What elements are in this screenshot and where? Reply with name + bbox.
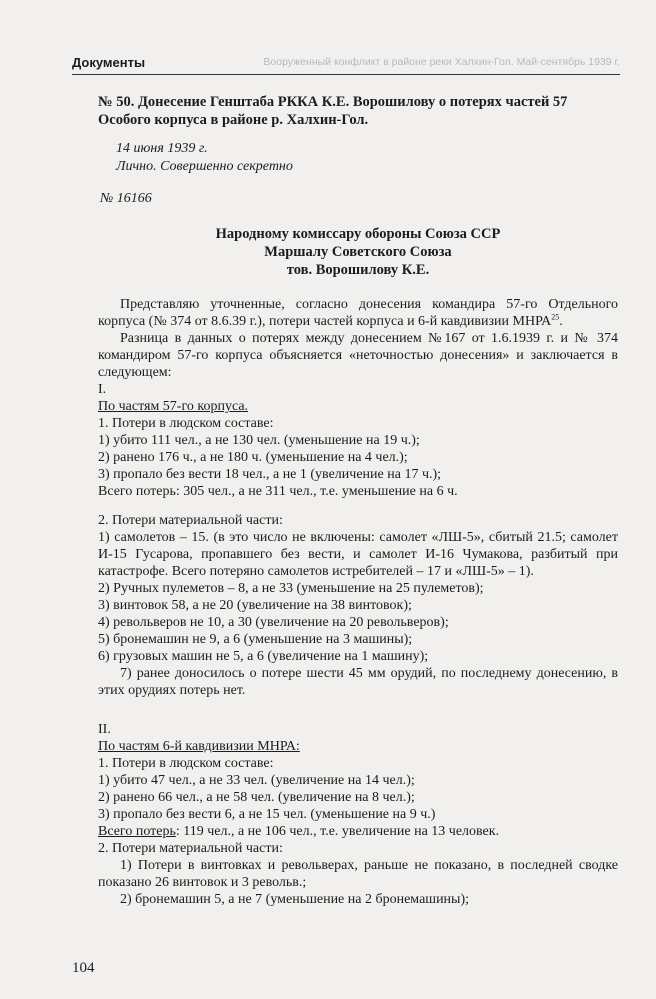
part2-roman: II. xyxy=(98,722,111,737)
addressee-block xyxy=(98,225,618,279)
list-item: 2) Ручных пулеметов – 8, а не 33 (уменьшение на 25 пулеметов); xyxy=(98,581,484,596)
list-item: 1) убито 111 чел., а не 130 чел. (уменьшение на 19 ч.); xyxy=(98,433,420,448)
page-number: 104 xyxy=(72,960,95,976)
part2-heading: По частям 6-й кавдивизии МНРА: xyxy=(98,739,300,754)
list-item: 5) бронемашин не 9, а 6 (уменьшение на 3 машины); xyxy=(98,632,413,647)
document-meta xyxy=(116,140,618,176)
footnote-ref: 25 xyxy=(551,312,560,322)
part1-heading: По частям 57-го корпуса. xyxy=(98,399,249,414)
list-item: 1) убито 47 чел., а не 33 чел. (увеличение на 14 чел.); xyxy=(98,773,415,788)
list-item: 2) бронемашин 5, а не 7 (уменьшение на 2 бронемашины); xyxy=(120,892,470,907)
intro-paragraph-2: Разница в данных о потерях между донесением №167 от 1.6.1939 г. и № 374 командиром 57-го корпуса объясняется «неточностью донесения» и заключается в следующем: xyxy=(98,331,618,380)
page-header xyxy=(72,52,620,75)
list-item: 6) грузовых машин не 5, а 6 (увеличение на 1 машину); xyxy=(98,649,429,664)
part2-total-label: Всего потерь xyxy=(98,824,176,839)
part2-total xyxy=(98,823,618,840)
document-body xyxy=(98,93,618,908)
list-item: 4) револьверов не 10, а 30 (увеличение на 20 револьверов); xyxy=(98,615,449,630)
part1-total: Всего потерь: 305 чел., а не 311 чел., т.е. уменьшение на 6 ч. xyxy=(98,484,458,499)
intro-paragraph xyxy=(98,296,618,330)
list-item: 3) винтовок 58, а не 20 (увеличение на 38 винтовок); xyxy=(98,598,412,613)
list-item: 1) самолетов – 15. (в это число не включены: самолет «ЛШ-5», сбитый 21.5; самолет И-15 Гусарова, пропавшего без вести, и самолет И-16 Чумакова, разбитый при катастрофе. Всего потеряно самолетов истребителей – 17 и «ЛШ-5» – 1). xyxy=(98,530,618,579)
report-text xyxy=(98,296,618,908)
section-title: Документы xyxy=(72,55,146,70)
document-classification: Лично. Совершенно секретно xyxy=(116,159,293,174)
document-title: № 50. Донесение Генштаба РККА К.Е. Ворошилову о потерях частей 57 Особого корпуса в районе р. Халхин-Гол. xyxy=(98,94,568,128)
running-title: Вооруженный конфликт в районе реки Халхин-Гол. Май-сентябрь 1939 г. xyxy=(263,56,620,68)
intro-text-end: . xyxy=(559,314,563,329)
addressee-line: тов. Ворошилову К.Е. xyxy=(286,262,430,278)
list-item: 3) пропало без вести 18 чел., а не 1 (увеличение на 17 ч.); xyxy=(98,467,442,482)
part2-material-heading: 2. Потери материальной части: xyxy=(98,841,283,856)
part2-total-value: : 119 чел., а не 106 чел., т.е. увеличение на 13 человек. xyxy=(175,824,500,839)
document-number: № 16166 xyxy=(100,191,152,206)
list-item: 2) ранено 176 ч., а не 180 ч. (уменьшение на 4 чел.); xyxy=(98,450,408,465)
part2-people-heading: 1. Потери в людском составе: xyxy=(98,756,274,771)
part1-people-heading: 1. Потери в людском составе: xyxy=(98,416,274,431)
document-date: 14 июня 1939 г. xyxy=(116,141,208,156)
list-item: 7) ранее доносилось о потере шести 45 мм орудий, по последнему донесению, в этих орудиях потерь нет. xyxy=(98,666,618,698)
intro-text: Представляю уточненные, согласно донесения командира 57-го Отдельного корпуса (№ 374 от 8.6.39 г.), потери частей корпуса и 6-й кавдивизии МНРА xyxy=(98,297,618,329)
part1-roman: I. xyxy=(98,382,107,397)
addressee-line: Народному комиссару обороны Союза ССР xyxy=(215,226,501,242)
list-item: 2) ранено 66 чел., а не 58 чел. (увеличение на 8 чел.); xyxy=(98,790,415,805)
part1-material-heading: 2. Потери материальной части: xyxy=(98,513,283,528)
list-item: 1) Потери в винтовках и револьверах, раньше не показано, в последней сводке показано 26 винтовок и 3 револьв.; xyxy=(98,858,618,890)
addressee-line: Маршалу Советского Союза xyxy=(264,244,452,260)
list-item: 3) пропало без вести 6, а не 15 чел. (уменьшение на 9 ч.) xyxy=(98,807,436,822)
